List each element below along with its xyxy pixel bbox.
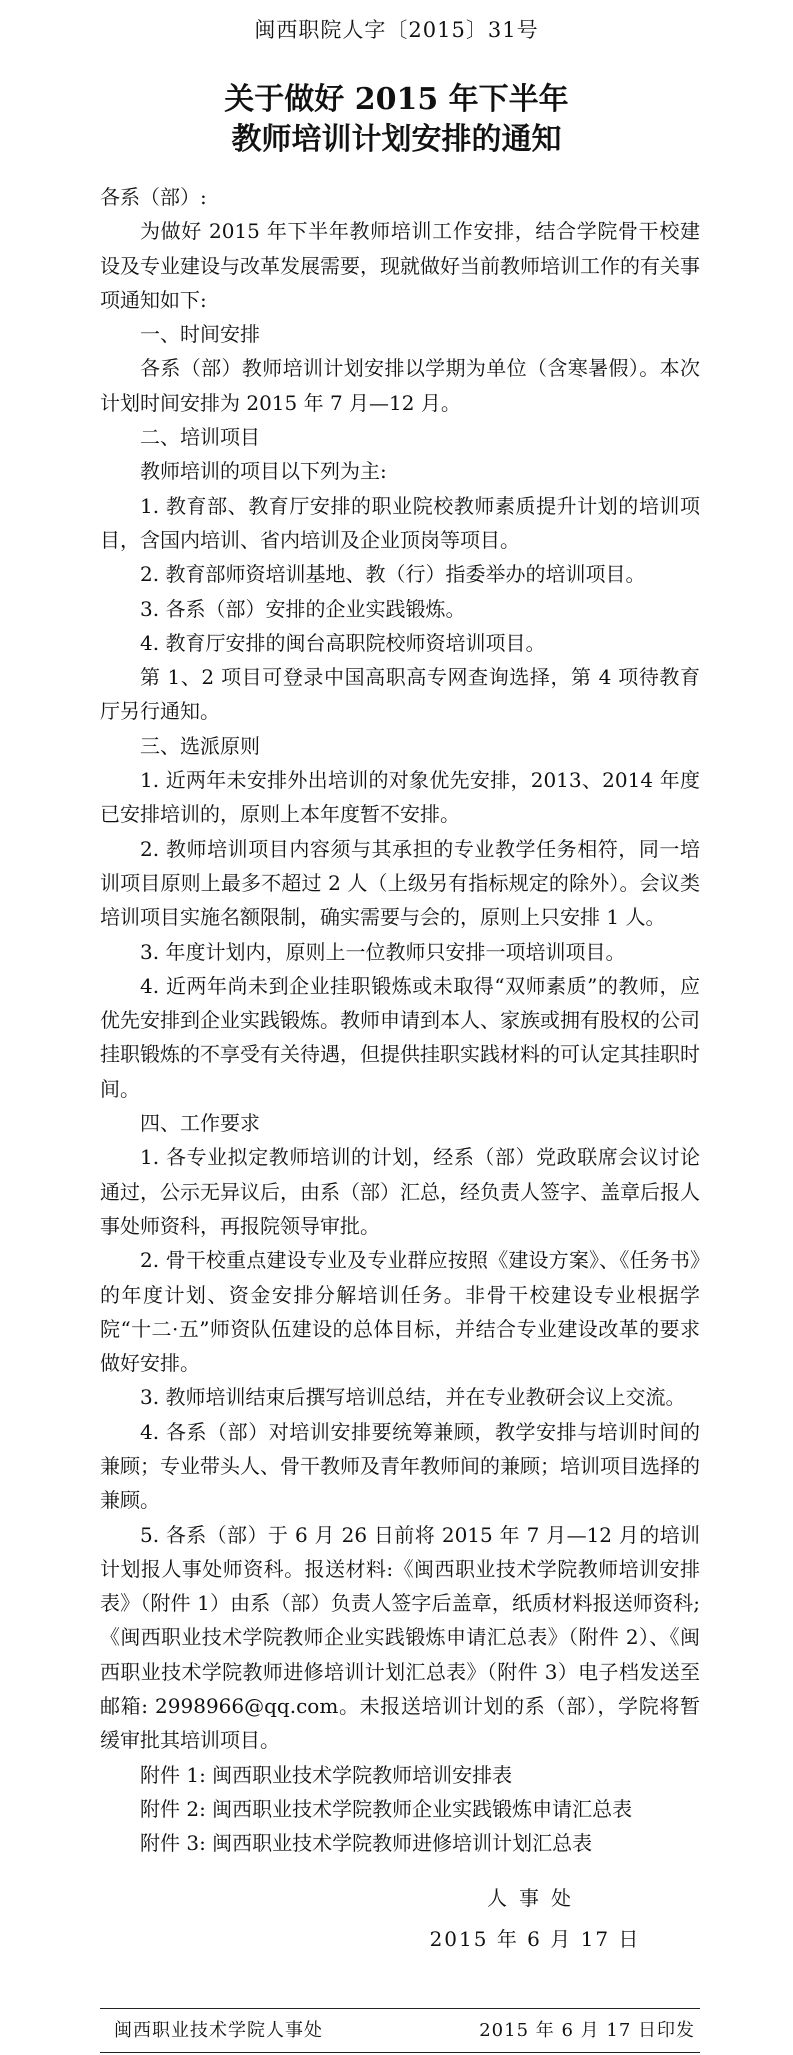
body-paragraph: 各系（部）教师培训计划安排以学期为单位（含寒暑假）。本次计划时间安排为 2015 年 7 月—12 月。 (100, 356, 700, 415)
body-paragraph: 二、培训项目 (140, 425, 260, 450)
attachment-line: 附件 3: 闽西职业技术学院教师进修培训计划汇总表 (140, 1831, 593, 1856)
body-paragraph: 4. 教育厅安排的闽台高职院校师资培训项目。 (140, 630, 546, 655)
attachment-line: 附件 2: 闽西职业技术学院教师企业实践锻炼申请汇总表 (140, 1796, 633, 1821)
footer-divider-top (100, 2008, 700, 2009)
salutation: 各系（部）: (100, 185, 207, 209)
body-paragraph: 2. 骨干校重点建设专业及专业群应按照《建设方案》、《任务书》的年度计划、资金安排分解培训任务。非骨干校建设专业根据学院“十二·五”师资队伍建设的总体目标，并结合专业建设改革的要求做好安排。 (100, 1248, 700, 1376)
body-paragraph: 2. 教师培训项目内容须与其承担的专业教学任务相符，同一培训项目原则上最多不超过 2 人（上级另有指标规定的除外）。会议类培训项目实施名额限制，确实需要与会的，原则上只安排 1 人。 (100, 836, 700, 930)
footer-issuer: 闽西职业技术学院人事处 (114, 2020, 323, 2041)
body-paragraph: 三、选派原则 (140, 733, 260, 758)
body-paragraph: 2. 教育部师资培训基地、教（行）指委举办的培训项目。 (140, 562, 646, 587)
body-paragraph: 四、工作要求 (140, 1111, 260, 1136)
body-paragraph: 3. 年度计划内，原则上一位教师只安排一项培训项目。 (140, 939, 626, 964)
attachment-line: 附件 1: 闽西职业技术学院教师培训安排表 (140, 1762, 513, 1787)
body-paragraph: 3. 各系（部）安排的企业实践锻炼。 (140, 596, 466, 621)
body-paragraph: 教师培训的项目以下列为主: (140, 459, 387, 484)
title-line-1: 关于做好 2015 年下半年 (224, 82, 569, 117)
footer-divider-bottom (100, 2052, 700, 2053)
body-paragraph: 3. 教师培训结束后撰写培训总结，并在专业教研会议上交流。 (140, 1385, 686, 1410)
body-paragraph: 一、时间安排 (140, 322, 260, 347)
body-paragraph: 1. 教育部、教育厅安排的职业院校教师素质提升计划的培训项目，含国内培训、省内培训及企业顶岗等项目。 (100, 493, 700, 552)
document-body (100, 180, 700, 1861)
body-paragraph: 4. 近两年尚未到企业挂职锻炼或未取得“双师素质”的教师，应优先安排到企业实践锻炼。教师申请到本人、家族或拥有股权的公司挂职锻炼的不享受有关待遇，但提供挂职实践材料的可认定其挂职时间。 (100, 973, 700, 1101)
signature-date: 2015 年 6 月 17 日 (429, 1927, 641, 1951)
body-paragraph: 1. 各专业拟定教师培训的计划，经系（部）党政联席会议讨论通过，公示无异议后，由系（部）汇总，经负责人签字、盖章后报人事处师资科，再报院领导审批。 (100, 1145, 700, 1238)
document-title (0, 80, 793, 160)
body-paragraph: 1. 近两年未安排外出培训的对象优先安排，2013、2014 年度已安排培训的，原则上本年度暂不安排。 (100, 768, 700, 827)
body-paragraph: 第 1、2 项目可登录中国高职高专网查询选择，第 4 项待教育厅另行通知。 (100, 665, 700, 724)
title-line-2: 教师培训计划安排的通知 (231, 122, 562, 157)
body-paragraph: 4. 各系（部）对培训安排要统筹兼顾，教学安排与培训时间的兼顾；专业带头人、骨干教师及青年教师间的兼顾；培训项目选择的兼顾。 (100, 1419, 700, 1513)
doc-number: 闽西职院人字〔2015〕31号 (254, 18, 539, 42)
body-paragraph: 5. 各系（部）于 6 月 26 日前将 2015 年 7 月—12 月的培训计划报人事处师资科。报送材料:《闽西职业技术学院教师培训安排表》（附件 1）由系（部）负责人签字后盖章，纸质材料报送师资科;《闽西职业技术学院教师企业实践锻炼申请汇总表》（附件 2）、《闽西职业技术学院教师进修培训计划汇总表》（附件 3）电子档发送至邮箱: 2998966@qq.com。未报送培训计划的系（部），学院将暂缓审批其培训项目。 (100, 1522, 700, 1753)
signature-org: 人事处 (487, 1886, 583, 1910)
footer-issue-date: 2015 年 6 月 17 日印发 (479, 2020, 695, 2041)
body-paragraph: 为做好 2015 年下半年教师培训工作安排，结合学院骨干校建设及专业建设与改革发展需要，现就做好当前教师培训工作的有关事项通知如下: (100, 219, 700, 312)
